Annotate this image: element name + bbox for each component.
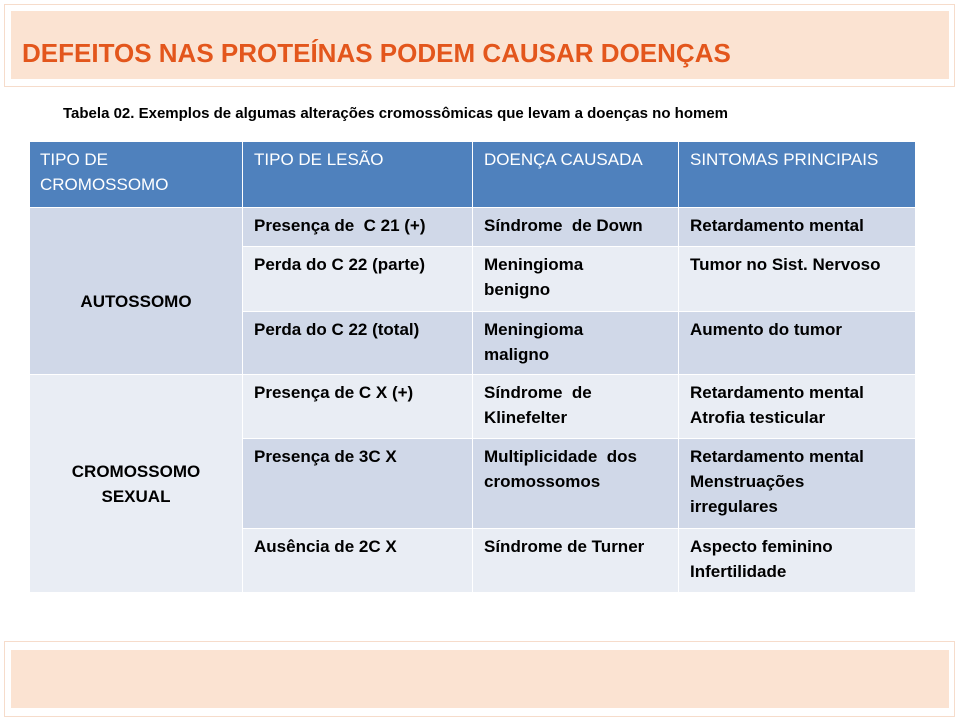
footer-banner <box>11 650 949 708</box>
chromosome-alterations-table <box>30 142 915 592</box>
slide-title: DEFEITOS NAS PROTEÍNAS PODEM CAUSAR DOENÇAS <box>22 38 731 68</box>
group-cell-sex-chromosome: CROMOSSOMO SEXUAL <box>30 375 242 592</box>
lesion-cell: Presença de 3C X <box>243 439 472 528</box>
header-cell-symptoms: SINTOMAS PRINCIPAIS <box>679 142 915 207</box>
group-cell-autosome: AUTOSSOMO <box>30 208 242 374</box>
lesion-cell: Presença de C 21 (+) <box>243 208 472 246</box>
symptoms-cell: Retardamento mental <box>679 208 915 246</box>
header-cell-disease: DOENÇA CAUSADA <box>473 142 678 207</box>
symptoms-cell: Retardamento mental Atrofia testicular <box>679 375 915 438</box>
symptoms-cell: Retardamento mental Menstruações irregulares <box>679 439 915 528</box>
lesion-cell: Perda do C 22 (total) <box>243 312 472 374</box>
table-caption: Tabela 02. Exemplos de algumas alterações cromossômicas que levam a doenças no homem <box>63 105 728 122</box>
lesion-cell: Presença de C X (+) <box>243 375 472 438</box>
symptoms-cell: Aspecto feminino Infertilidade <box>679 529 915 592</box>
disease-cell: Meningioma benigno <box>473 247 678 311</box>
disease-cell: Síndrome de Down <box>473 208 678 246</box>
symptoms-cell: Tumor no Sist. Nervoso <box>679 247 915 311</box>
header-cell-lesion-type: TIPO DE LESÃO <box>243 142 472 207</box>
symptoms-cell: Aumento do tumor <box>679 312 915 374</box>
lesion-cell: Perda do C 22 (parte) <box>243 247 472 311</box>
disease-cell: Síndrome de Klinefelter <box>473 375 678 438</box>
header-cell-chromosome-type: TIPO DE CROMOSSOMO <box>30 142 242 207</box>
disease-cell: Meningioma maligno <box>473 312 678 374</box>
disease-cell: Síndrome de Turner <box>473 529 678 592</box>
lesion-cell: Ausência de 2C X <box>243 529 472 592</box>
disease-cell: Multiplicidade dos cromossomos <box>473 439 678 528</box>
